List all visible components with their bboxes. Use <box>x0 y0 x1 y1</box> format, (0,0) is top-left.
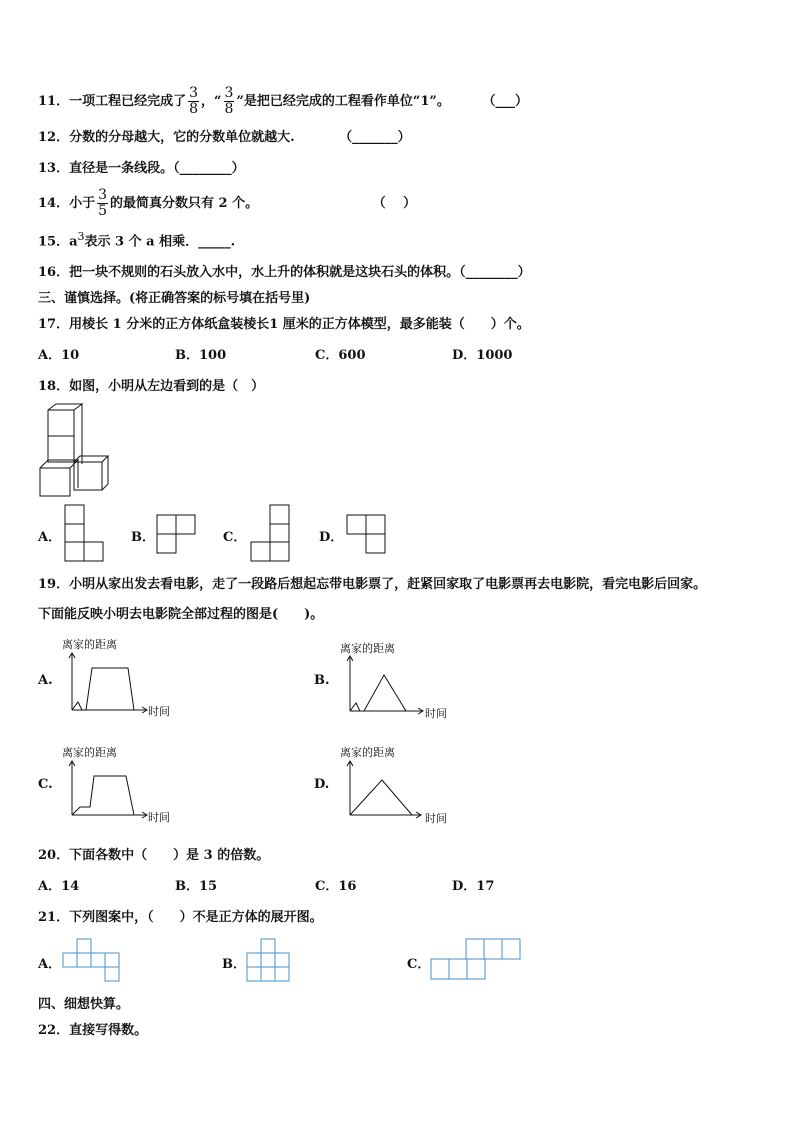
question-17: 17．用棱长 1 分米的正方体纸盒装棱长1 厘米的正方体模型，最多能装（ ）个。 <box>38 317 530 332</box>
option-d[interactable]: D．1000 <box>452 348 513 363</box>
option-b[interactable]: B． <box>131 530 155 545</box>
option-a[interactable]: A．10 <box>38 348 80 363</box>
answer-blank[interactable]: （_______） <box>339 130 411 145</box>
y-axis-label: 离家的距离 <box>62 746 117 759</box>
option-b[interactable]: B．100 <box>175 348 227 363</box>
question-13: 13．直径是一条线段。（________） <box>38 161 245 176</box>
y-axis-label: 离家的距离 <box>340 746 395 759</box>
fraction: $\frac{3}{8}$ <box>189 85 199 117</box>
section-heading: 四、细想快算。 <box>38 997 130 1012</box>
net-a-figure <box>62 938 122 982</box>
option-b[interactable]: B． <box>222 957 246 972</box>
graph-b <box>344 655 426 717</box>
question-19-line1: 19．小明从家出发去看电影，走了一段路后想起忘带电影票了，赶紧回家取了电影票再去电影院，看完电影后回家。 <box>38 577 707 592</box>
option-d[interactable]: D．17 <box>452 879 495 894</box>
option-a[interactable]: A. <box>38 673 53 688</box>
option-d[interactable]: D. <box>314 777 330 792</box>
question-18: 18．如图，小明从左边看到的是（ ） <box>38 379 265 394</box>
option-a[interactable]: A． <box>38 530 62 545</box>
option-c[interactable]: C．16 <box>315 879 357 894</box>
option-c[interactable]: C． <box>407 957 431 972</box>
x-axis-label: 时间 <box>425 812 447 825</box>
view-a-figure <box>64 504 104 562</box>
option-a[interactable]: A．14 <box>38 879 80 894</box>
x-axis-label: 时间 <box>148 705 170 718</box>
question-16: 16．把一块不规则的石头放入水中，水上升的体积就是这块石头的体积。（________） <box>38 265 531 280</box>
fraction: $\frac{3}{5}$ <box>98 187 108 219</box>
question-20: 20．下面各数中（ ）是 3 的倍数。 <box>38 848 270 863</box>
question-22: 22．直接写得数。 <box>38 1023 148 1038</box>
net-b-figure <box>246 938 292 982</box>
graph-d <box>344 760 426 820</box>
view-c-figure <box>250 504 290 562</box>
x-axis-label: 时间 <box>425 707 447 720</box>
net-c-figure <box>430 938 522 982</box>
view-b-figure <box>156 514 196 554</box>
question-19-line2: 下面能反映小明去电影院全部过程的图是( )。 <box>38 607 324 622</box>
x-axis-label: 时间 <box>148 811 170 824</box>
y-axis-label: 离家的距离 <box>62 638 117 651</box>
section-heading: 三、谨慎选择。(将正确答案的标号填在括号里) <box>38 291 311 306</box>
option-c[interactable]: C．600 <box>315 348 366 363</box>
question-14: 14．小于 $\frac{3}{5}$ 的最简真分数只有 2 个。 （ ） <box>38 187 417 219</box>
fraction: $\frac{3}{8}$ <box>224 85 234 117</box>
option-c[interactable]: C． <box>223 530 247 545</box>
answer-blank[interactable]: （___） <box>482 94 528 109</box>
option-a[interactable]: A． <box>38 957 62 972</box>
option-b[interactable]: B．15 <box>175 879 218 894</box>
view-d-figure <box>346 514 386 554</box>
option-d[interactable]: D． <box>319 530 344 545</box>
y-axis-label: 离家的距离 <box>340 642 395 655</box>
answer-blank[interactable]: （ ） <box>372 196 417 211</box>
question-21: 21．下列图案中，（ ）不是正方体的展开图。 <box>38 910 323 925</box>
option-c[interactable]: C. <box>38 777 53 792</box>
graph-a <box>66 652 148 716</box>
cube-stack-figure <box>38 402 110 498</box>
graph-c <box>66 760 150 820</box>
option-b[interactable]: B. <box>314 673 330 688</box>
question-12: 12．分数的分母越大，它的分数单位就越大. （_______） <box>38 130 411 145</box>
question-11: 11．一项工程已经完成了 $\frac{3}{8}$ ，“ $\frac{3}{8}$ ”是把已经完成的工程看作单位“1”。 （___） <box>38 85 528 117</box>
question-15: 15．$a^3$表示 3 个 a 相乘．_____. <box>38 230 236 250</box>
